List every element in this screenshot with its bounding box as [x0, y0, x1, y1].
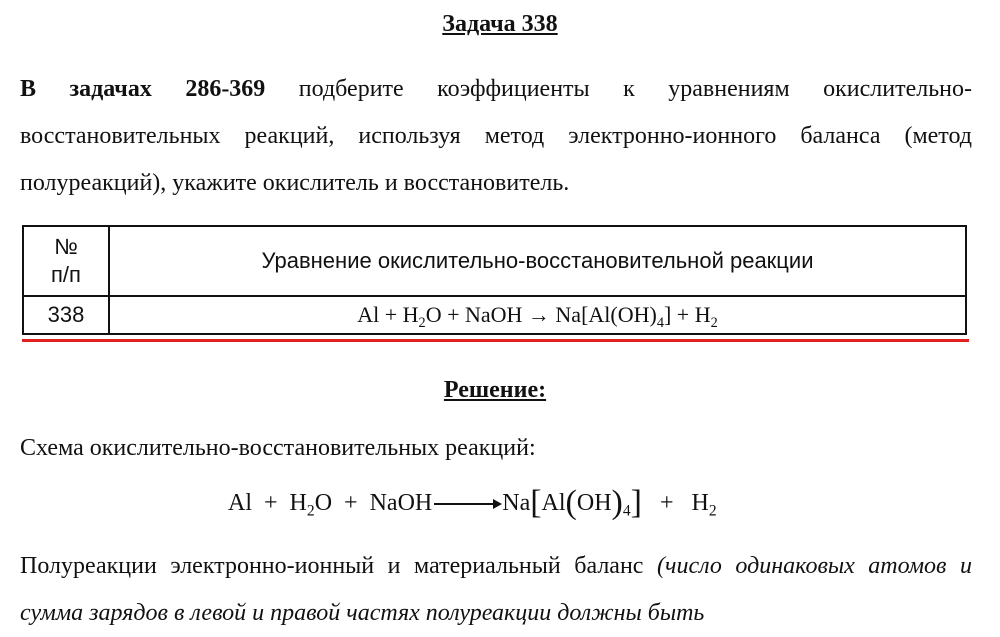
- header-equation: Уравнение окислительно-восстановительной реакции: [109, 226, 966, 296]
- table-row: [23, 296, 966, 334]
- half-reactions-italic: (число одинаковых атомов и сумма зарядов в левой и правой частях полуреакции должны быть: [20, 553, 973, 626]
- equation-subscript: 4: [656, 315, 664, 331]
- red-underline-divider: [22, 339, 969, 342]
- left-bracket: [: [530, 484, 542, 521]
- formula-h: H: [289, 490, 307, 516]
- header-number: [23, 226, 109, 296]
- task-table: [22, 225, 967, 335]
- equation-part: Al + H: [357, 302, 419, 327]
- half-reactions-paragraph: [20, 543, 972, 637]
- plus-sign: +: [660, 490, 674, 516]
- reaction-arrow-icon: [434, 503, 500, 505]
- formula-subscript: 2: [306, 502, 315, 520]
- task-title: Задача 338: [442, 11, 558, 37]
- equation-part: ] + H: [663, 302, 711, 327]
- formula-h: H: [691, 490, 709, 516]
- formula-al: Al: [541, 490, 566, 516]
- scheme-equation: [228, 484, 717, 522]
- equation-subscript: 2: [710, 315, 718, 331]
- solution-heading: Решение:: [443, 377, 547, 403]
- right-paren: ): [611, 484, 623, 521]
- left-paren: (: [565, 484, 577, 521]
- formula-al: Al: [228, 490, 252, 516]
- plus-sign: +: [344, 490, 358, 516]
- half-reactions-text: Полуреакции электронно-ионный и материальный баланс: [20, 553, 657, 579]
- row-number: 338: [23, 296, 109, 334]
- header-number-abbr: п/п: [51, 262, 81, 287]
- formula-oh: OH: [576, 490, 612, 516]
- header-number-sign: №: [54, 234, 78, 259]
- formula-subscript: 2: [708, 502, 717, 520]
- table-header-row: [23, 226, 966, 296]
- intro-text: подберите коэффициенты к уравнениям окислительно-восстановительных реакций, используя метод электронно-ионного баланса (метод полуреакций), укажите окислитель и восстановитель.: [20, 76, 972, 196]
- formula-na: Na: [502, 490, 531, 516]
- formula-o: O: [314, 490, 333, 516]
- equation-part: O + NaOH → Na[Al(OH): [425, 302, 657, 327]
- reaction-equation: [109, 296, 966, 334]
- right-bracket: ]: [630, 484, 642, 521]
- task-table-wrapper: [22, 225, 967, 335]
- intro-bold: В задачах 286-369: [20, 76, 266, 102]
- equation-subscript: 2: [418, 315, 426, 331]
- formula-naoh: NaOH: [369, 490, 433, 516]
- scheme-label: Схема окислительно-восстановительных реакций:: [20, 435, 536, 461]
- formula-subscript: 4: [622, 502, 631, 520]
- intro-paragraph: [20, 66, 972, 207]
- plus-sign: +: [264, 490, 278, 516]
